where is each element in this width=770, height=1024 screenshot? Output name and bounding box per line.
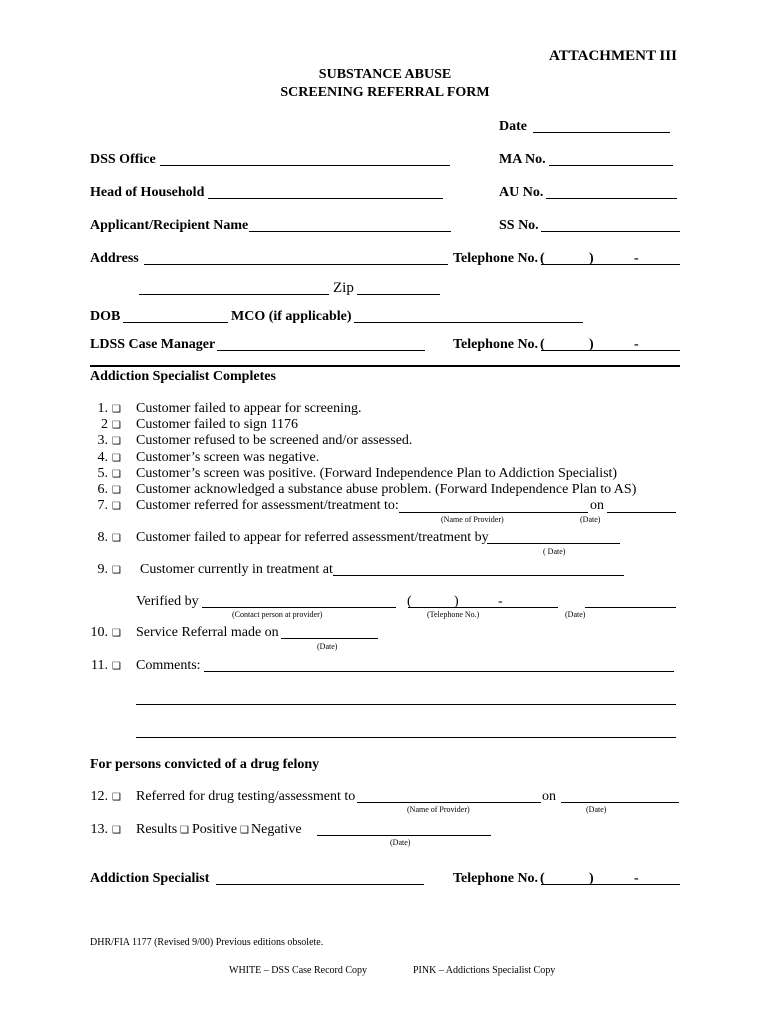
ldss-telephone-dash: - <box>634 337 639 352</box>
item-number: 8. <box>97 530 108 545</box>
item-2-checkbox[interactable]: ❑ <box>112 420 121 431</box>
verified-telephone-paren-close: ) <box>454 594 459 609</box>
telephone-paren-close: ) <box>589 251 594 266</box>
item-12-text: Referred for drug testing/assessment to <box>136 789 356 804</box>
item-3-checkbox[interactable]: ❑ <box>112 436 121 447</box>
mco-label: MCO (if applicable) <box>231 309 352 324</box>
address-label: Address <box>90 251 139 266</box>
item-3-text: Customer refused to be screened and/or assessed. <box>136 433 413 448</box>
date-field[interactable] <box>533 132 670 133</box>
dss-office-field[interactable] <box>160 165 450 166</box>
comments-field-line1[interactable] <box>204 671 674 672</box>
item-8-text: Customer failed to appear for referred assessment/treatment by <box>136 530 489 545</box>
item-8-date-field[interactable] <box>487 543 620 544</box>
ldss-field[interactable] <box>217 350 425 351</box>
applicant-field[interactable] <box>249 231 451 232</box>
verified-by-contact-field[interactable] <box>202 607 396 608</box>
item-6-checkbox[interactable]: ❑ <box>112 485 121 496</box>
ldss-telephone-field[interactable] <box>541 350 680 351</box>
caption-date: ( Date) <box>543 547 566 556</box>
item-8-checkbox[interactable]: ❑ <box>112 533 121 544</box>
item-6-text: Customer acknowledged a substance abuse problem. (Forward Independence Plan to AS) <box>136 482 637 497</box>
item-7-on: on <box>590 498 604 513</box>
ma-no-field[interactable] <box>549 165 673 166</box>
comments-field-line3[interactable] <box>136 737 676 738</box>
addiction-specialist-label: Addiction Specialist <box>90 871 210 886</box>
form-id: DHR/FIA 1177 (Revised 9/00) Previous editions obsolete. <box>90 937 324 948</box>
item-number: 12. <box>90 789 108 804</box>
verified-telephone-dash: - <box>498 594 503 609</box>
form-title-line1: SUBSTANCE ABUSE <box>318 67 452 82</box>
dob-field[interactable] <box>123 322 228 323</box>
item-7-provider-field[interactable] <box>399 512 588 513</box>
telephone-dash: - <box>634 251 639 266</box>
au-no-label: AU No. <box>499 185 544 200</box>
caption-contact-person: (Contact person at provider) <box>232 610 323 619</box>
item-13-checkbox[interactable]: ❑ <box>112 825 121 836</box>
item-12-date-field[interactable] <box>561 802 679 803</box>
zip-label: Zip <box>333 280 354 296</box>
section-divider <box>90 365 680 367</box>
item-7-checkbox[interactable]: ❑ <box>112 501 121 512</box>
verified-telephone-paren-open: ( <box>407 594 412 609</box>
specialist-telephone-field[interactable] <box>541 884 680 885</box>
telephone-field[interactable] <box>541 264 680 265</box>
item-11-text: Comments: <box>136 658 201 673</box>
item-number: 11. <box>91 658 108 673</box>
item-13-results-label: Results <box>136 822 178 837</box>
positive-label: Positive <box>192 822 238 837</box>
item-13-date-field[interactable] <box>317 835 491 836</box>
ldss-telephone-label: Telephone No. <box>453 337 539 352</box>
address-field[interactable] <box>144 264 448 265</box>
address-line2-field[interactable] <box>139 294 329 295</box>
caption-date: (Date) <box>580 515 601 524</box>
item-number: 13. <box>90 822 108 837</box>
item-1-text: Customer failed to appear for screening. <box>136 401 362 416</box>
telephone-label: Telephone No. <box>453 251 539 266</box>
pink-copy-label: PINK – Addictions Specialist Copy <box>413 965 556 976</box>
item-number: 6. <box>97 482 108 497</box>
item-number: 7. <box>97 498 108 513</box>
specialist-telephone-paren-open: ( <box>540 871 545 886</box>
ss-no-field[interactable] <box>541 231 680 232</box>
item-12-provider-field[interactable] <box>357 802 541 803</box>
item-4-text: Customer’s screen was negative. <box>136 450 320 465</box>
dob-label: DOB <box>90 309 121 324</box>
ldss-telephone-paren-close: ) <box>589 337 594 352</box>
item-number: 5. <box>97 466 108 481</box>
item-7-date-field[interactable] <box>607 512 676 513</box>
item-7-text: Customer referred for assessment/treatment to: <box>136 498 399 513</box>
ldss-label: LDSS Case Manager <box>90 337 216 352</box>
caption-telephone-no: (Telephone No.) <box>427 610 480 619</box>
specialist-telephone-label: Telephone No. <box>453 871 539 886</box>
attachment-label: ATTACHMENT III <box>549 48 677 64</box>
head-of-household-field[interactable] <box>208 198 443 199</box>
negative-checkbox[interactable]: ❑ <box>240 825 249 836</box>
item-9-treatment-field[interactable] <box>333 575 624 576</box>
dss-office-label: DSS Office <box>90 152 156 167</box>
item-5-checkbox[interactable]: ❑ <box>112 469 121 480</box>
specialist-telephone-paren-close: ) <box>589 871 594 886</box>
item-2-text: Customer failed to sign 1176 <box>136 417 299 432</box>
comments-field-line2[interactable] <box>136 704 676 705</box>
item-10-text: Service Referral made on <box>136 625 279 640</box>
item-number: 3. <box>97 433 108 448</box>
item-number: 2 <box>101 417 108 432</box>
item-11-checkbox[interactable]: ❑ <box>112 661 121 672</box>
caption-name-of-provider: (Name of Provider) <box>441 515 504 524</box>
ma-no-label: MA No. <box>499 152 546 167</box>
item-4-checkbox[interactable]: ❑ <box>112 453 121 464</box>
verified-date-field[interactable] <box>585 607 676 608</box>
ss-no-label: SS No. <box>499 218 539 233</box>
item-number: 4. <box>97 450 108 465</box>
caption-name-of-provider: (Name of Provider) <box>407 805 470 814</box>
item-9-checkbox[interactable]: ❑ <box>112 565 121 576</box>
item-number: 1. <box>97 401 108 416</box>
item-1-checkbox[interactable]: ❑ <box>112 404 121 415</box>
date-label: Date <box>499 119 527 134</box>
item-12-on: on <box>542 789 556 804</box>
verified-telephone-field[interactable] <box>408 607 558 608</box>
item-12-checkbox[interactable]: ❑ <box>112 792 121 803</box>
positive-checkbox[interactable]: ❑ <box>180 825 189 836</box>
form-title-line2: SCREENING REFERRAL FORM <box>280 85 490 100</box>
ldss-telephone-paren-open: ( <box>540 337 545 352</box>
section1-heading: Addiction Specialist Completes <box>90 369 276 384</box>
item-10-checkbox[interactable]: ❑ <box>112 628 121 639</box>
applicant-label: Applicant/Recipient Name <box>90 218 249 233</box>
telephone-paren-open: ( <box>540 251 545 266</box>
negative-label: Negative <box>251 822 302 837</box>
mco-field[interactable] <box>354 322 583 323</box>
caption-date: (Date) <box>317 642 338 651</box>
au-no-field[interactable] <box>546 198 677 199</box>
verified-by-label: Verified by <box>136 594 199 609</box>
item-number: 10. <box>90 625 108 640</box>
item-9-text: Customer currently in treatment at <box>140 562 333 577</box>
item-5-text: Customer’s screen was positive. (Forward Independence Plan to Addiction Specialist) <box>136 466 618 481</box>
caption-date: (Date) <box>390 838 411 847</box>
caption-date: (Date) <box>586 805 607 814</box>
zip-field[interactable] <box>357 294 440 295</box>
item-10-date-field[interactable] <box>281 638 378 639</box>
caption-date: (Date) <box>565 610 586 619</box>
specialist-telephone-dash: - <box>634 871 639 886</box>
addiction-specialist-field[interactable] <box>216 884 424 885</box>
white-copy-label: WHITE – DSS Case Record Copy <box>229 965 368 976</box>
item-number: 9. <box>97 562 108 577</box>
section2-heading: For persons convicted of a drug felony <box>90 757 320 772</box>
head-of-household-label: Head of Household <box>90 185 205 200</box>
